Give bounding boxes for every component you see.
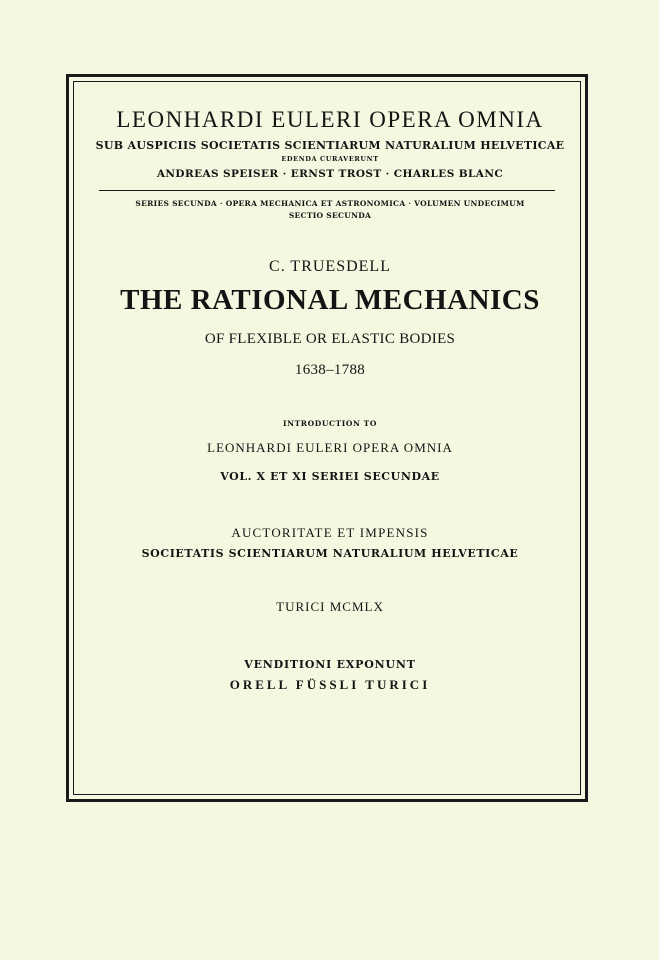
- place-year: TURICI MCMLX: [276, 599, 384, 614]
- editors-names: ANDREAS SPEISER · ERNST TROST · CHARLES BLANC: [156, 168, 504, 180]
- book-dates: 1638–1788: [294, 362, 366, 378]
- publisher-name: ORELL FÜSSLI TURICI: [229, 677, 431, 692]
- venditioni-line: VENDITIONI EXPONUNT: [244, 658, 416, 671]
- auctoritate-line: AUCTORITATE ET IMPENSIS: [231, 525, 429, 540]
- series-section: SECTIO SECUNDA: [288, 211, 372, 220]
- header-divider: [99, 190, 555, 191]
- series-title: LEONHARDI EULERI OPERA OMNIA: [116, 107, 544, 132]
- outer-frame-border: [66, 74, 588, 802]
- editors-label: EDENDA CURAVERUNT: [281, 155, 379, 163]
- societatis-line: SOCIETATIS SCIENTIARUM NATURALIUM HELVETICAE: [141, 547, 519, 560]
- book-subtitle: OF FLEXIBLE OR ELASTIC BODIES: [204, 331, 456, 347]
- series-volume: SERIES SECUNDA · OPERA MECHANICA ET ASTRONOMICA · VOLUMEN UNDECIMUM: [135, 199, 525, 208]
- introduction-label: INTRODUCTION TO: [283, 419, 377, 428]
- book-title: THE RATIONAL MECHANICS: [120, 284, 540, 316]
- introduction-work: LEONHARDI EULERI OPERA OMNIA: [207, 440, 453, 455]
- introduction-volume: VOL. X ET XI SERIEI SECUNDAE: [220, 470, 440, 483]
- author-name: C. TRUESDELL: [269, 258, 391, 275]
- series-subtitle: SUB AUSPICIIS SOCIETATIS SCIENTIARUM NATURALIUM HELVETICAE: [95, 139, 565, 152]
